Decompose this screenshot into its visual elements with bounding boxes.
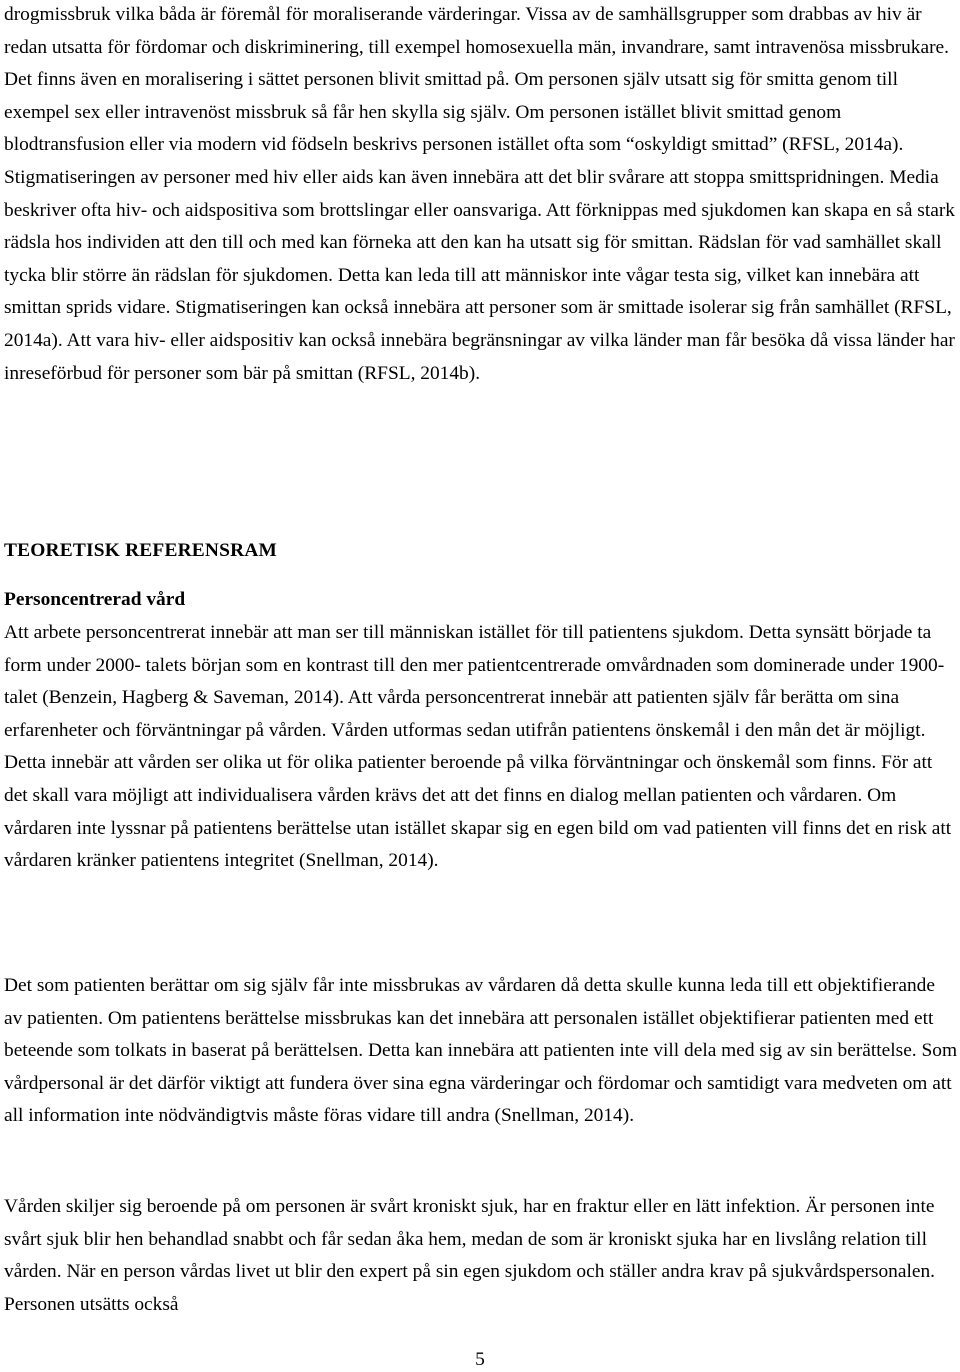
section-heading: TEORETISK REFERENSRAM [4, 540, 278, 561]
paragraph-person-centered-care: Att arbete personcentrerat innebär att man ser till människan istället för till patientens sjukdom. Detta synsätt började ta form under 2000- talets början som en kontrast till den mer patientcentrerade omvårdnaden som dominerade under 1900-talet (Benzein, Hagberg & Saveman, 2014). Att vårda personcentrerat innebär att patienten själv får berätta om sina erfarenheter och förväntningar på vården. Vården utformas sedan utifrån patientens önskemål i den mån det är möjligt. Detta innebär att vården ser olika ut för olika patienter beroende på vilka förväntningar och önskemål som finns. För att det skall vara möjligt att individualisera vården krävs det att det finns en dialog mellan patienten och vårdaren. Om vårdaren inte lyssnar på patientens berättelse utan istället skapar sig en egen bild om vad patienten vill finns det en risk att vårdaren kränker patientens integritet (Snellman, 2014). [4, 622, 952, 872]
paragraph-patient-story: Det som patienten berättar om sig själv får inte missbrukas av vårdaren då detta skulle kunna leda till ett objektifierande av patienten. Om patientens berättelse missbrukas kan det innebära att personalen istället objektifierar patienten med ett beteende som tolkats in baserat på berättelsen. Detta kan innebära att patienten inte vill dela med sig av sin berättelse. Som vårdpersonal är det därför viktigt att fundera över sina egna värderingar och fördomar och samtidigt vara medveten om att all information inte nödvändigtvis måste föras vidare till andra (Snellman, 2014). [4, 975, 958, 1127]
paragraph-chronic-care: Vården skiljer sig beroende på om personen är svårt kroniskt sjuk, har en fraktur eller en lätt infektion. Är personen inte svårt sjuk blir hen behandlad snabbt och får sedan åka hem, medan de som är kroniskt sjuka har en livslång relation till vården. När en person vårdas livet ut blir den expert på sin egen sjukdom och ställer andra krav på sjukvårdspersonalen. Personen utsätts också [4, 1196, 935, 1315]
page-number: 5 [475, 1349, 485, 1370]
intro-paragraph: drogmissbruk vilka båda är föremål för moraliserande värderingar. Vissa av de samhällsgrupper som drabbas av hiv är redan utsatta för fördomar och diskriminering, till exempel homosexuella män, invandrare, samt intravenösa missbrukare. Det finns även en moralisering i sättet personen blivit smittad på. Om personen själv utsatt sig för smitta genom till exempel sex eller intravenöst missbruk så får hen skylla sig själv. Om personen istället blivit smittad genom blodtransfusion eller via modern vid födseln beskrivs personen istället ofta som “oskyldigt smittad” (RFSL, 2014a). Stigmatiseringen av personer med hiv eller aids kan även innebära att det blir svårare att stoppa smittspridningen. Media beskriver ofta hiv- och aidspositiva som brottslingar eller oansvariga. Att förknippas med sjukdomen kan skapa en så stark rädsla hos individen att den till och med kan förneka att den kan ha utsatt sig för smittan. Rädslan för vad samhället skall tycka blir större än rädslan för sjukdomen. Detta kan leda till att människor inte vågar testa sig, vilket kan innebära att smittan sprids vidare. Stigmatiseringen kan också innebära att personer som är smittade isolerar sig från samhället (RFSL, 2014a). Att vara hiv- eller aidspositiv kan också innebära begränsningar av vilka länder man får besöka då vissa länder har inreseförbud för personer som bär på smittan (RFSL, 2014b). [4, 4, 955, 384]
subsection-heading: Personcentrerad vård [4, 589, 186, 610]
